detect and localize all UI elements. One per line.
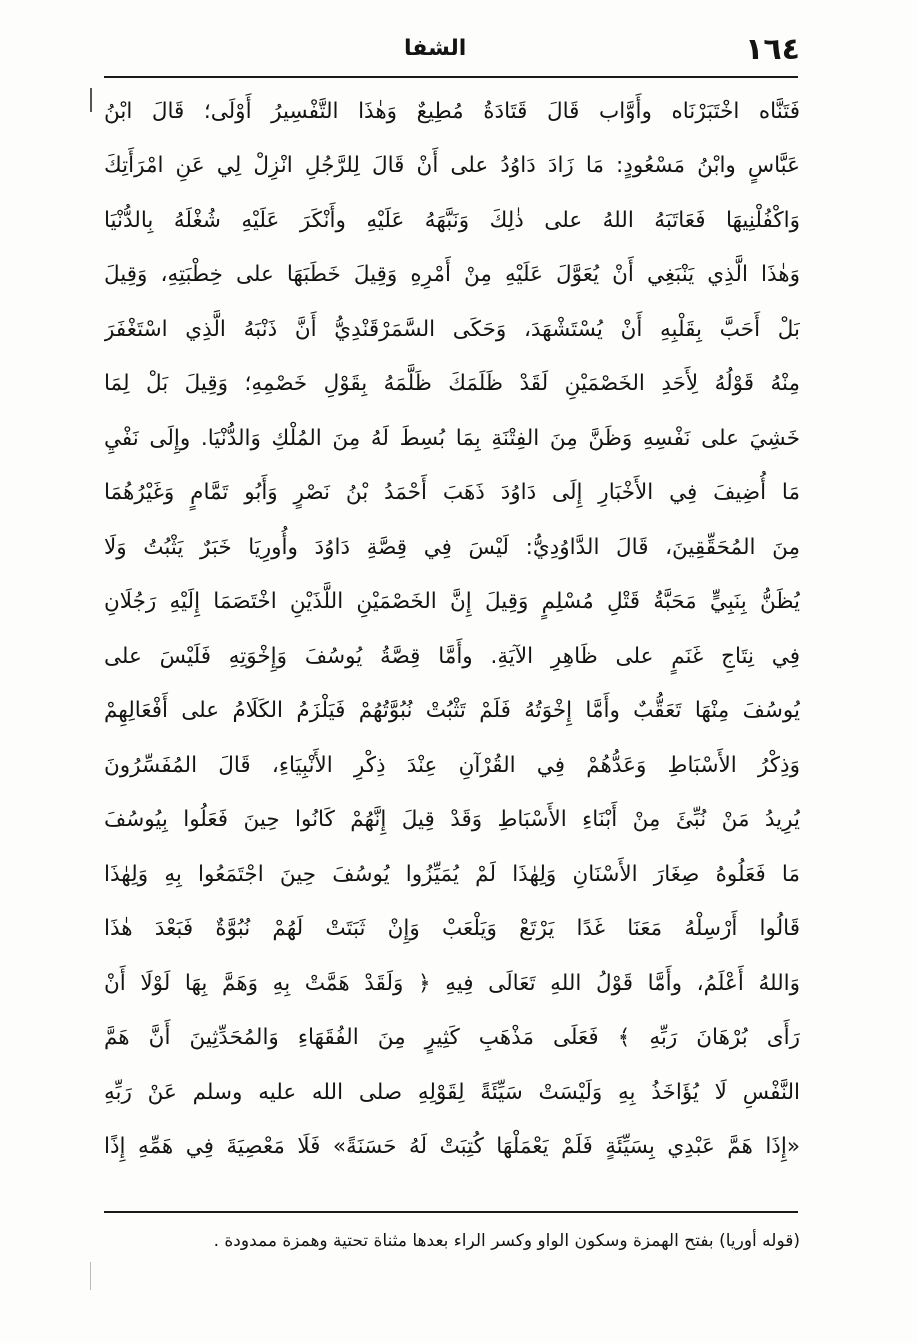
text-line (104, 791, 800, 846)
text-line-content: مَا فَعَلُوهُ صِغَارَ الأَسْنَانِ وَلِهٰذَا لَمْ يُمَيِّزُوا يُوسُفَ حِينَ اجْتَمَعُوا بِهِ وَلِهٰذَا (104, 861, 800, 887)
text-line-content: وَذِكْرُ الأَسْبَاطِ وَعَدُّهُمْ فِي القُرْآنِ عِنْدَ ذِكْرِ الأَنْبِيَاءِ، قَالَ المُفَسِّرُونَ (104, 752, 800, 778)
text-line (104, 82, 800, 137)
text-line-content: رَأَى بُرْهَانَ رَبِّهِ ﴾ فَعَلَى مَذْهَبِ كَثِيرٍ مِنَ الفُقَهَاءِ وَالمُحَدِّثِينَ أَنَّ هَمَّ (104, 1025, 800, 1050)
text-line (104, 300, 800, 355)
text-line-content: مِنْهُ قَوْلُهُ لِأَحَدِ الخَصْمَيْنِ لَقَدْ ظَلَمَكَ ظَلَّمَهُ بِقَوْلِ خَصْمِهِ؛ وَقِيلَ بَلْ لِمَا (104, 371, 800, 396)
text-line-content: النَّفْسِ لَا يُؤَاخَذُ بِهِ وَلَيْسَتْ سَيِّئَةً لِقَوْلِهِ صلى الله عليه وسلم عَنْ رَبِّهِ (104, 1079, 800, 1105)
text-line (104, 627, 800, 682)
text-line (104, 682, 800, 737)
text-line-content: فَتَنَّاه اخْتَبَرْنَاه وأَوَّاب قَالَ قَتَادَةُ مُطِيعٌ وَهٰذَا التَّفْسِيرُ أَوْلَى؛ قَالَ ابْنُ (104, 98, 800, 124)
text-line (104, 137, 800, 192)
text-line (104, 246, 800, 301)
text-line (104, 1118, 800, 1173)
text-line (104, 845, 800, 900)
text-line-content: وَاكْفُلْنِيهَا فَعَاتَبَهُ اللهُ على ذٰلِكَ وَنَبَّهَهُ عَلَيْهِ وأَنْكَرَ عَلَيْهِ شُغْلَهُ بِالدُّنْيَا (104, 207, 800, 233)
text-line-content: وَاللهُ أَعْلَمُ، وأَمَّا قَوْلُ اللهِ تَعَالَى فِيهِ ﴿ وَلَقَدْ هَمَّتْ بِهِ وَهَمَّ بِهَا لَوْلَا أَنْ (104, 970, 800, 996)
text-line (104, 736, 800, 791)
text-line-content: يُرِيدُ مَنْ نُبِّئَ مِنْ أَبْنَاءِ الأَسْبَاطِ وَقَدْ قِيلَ إِنَّهُمْ كَانُوا حِينَ فَعَلُوا بِيُوسُفَ (104, 807, 800, 832)
text-line (104, 900, 800, 955)
page-number: ١٦٤ (745, 32, 800, 67)
text-line-content: يُظَنُّ بِنَبِيٍّ مَحَبَّةُ قَتْلِ مُسْلِمٍ وَقِيلَ إِنَّ الخَصْمَيْنِ اللَّذَيْنِ اخْتَصَمَا إِلَيْهِ رَجُلَانِ (104, 589, 800, 614)
footnote: (قوله أوريا) بفتح الهمزة وسكون الواو وكسر الراء بعدها مثناة تحتية وهمزة ممدودة . (213, 1231, 800, 1251)
text-line (104, 191, 800, 246)
margin-mark (90, 88, 92, 112)
margin-mark (90, 1262, 91, 1290)
body-text (104, 82, 800, 1172)
text-line (104, 518, 800, 573)
text-line-content: مِنَ المُحَقِّقِينَ، قَالَ الدَّاوُدِيُّ: لَيْسَ فِي قِصَّةِ دَاوُدَ وأُورِيَا خَبَرٌ يَثْبُتُ وَلَا (104, 534, 800, 560)
text-line-content: «إِذَا هَمَّ عَبْدِي بِسَيِّئَةٍ فَلَمْ يَعْمَلْهَا كُتِبَتْ لَهُ حَسَنَةً» فَلَا مَعْصِيَةَ فِي هَمِّهِ إِذًا (104, 1134, 800, 1159)
page-header (104, 28, 800, 72)
header-rule (104, 76, 798, 78)
text-line-content: وَهٰذَا الَّذِي يَنْبَغِي أَنْ يُعَوَّلَ عَلَيْهِ مِنْ أَمْرِهِ وَقِيلَ خَطَبَهَا على خِطْبَتِهِ، وَقِيلَ (104, 262, 800, 287)
text-line (104, 464, 800, 519)
text-line-content: عَبَّاسٍ وابْنُ مَسْعُودٍ: مَا زَادَ دَاوُدُ على أَنْ قَالَ لِلرَّجُلِ انْزِلْ لِي عَنِ امْرَأَتِكَ (104, 153, 800, 178)
text-line-content: فِي نِتَاجِ غَنَمٍ على ظَاهِرِ الآيَةِ. وأَمَّا قِصَّةُ يُوسُفَ وَإِخْوَتِهِ فَلَيْسَ على (104, 643, 800, 669)
text-line-content: قَالُوا أَرْسِلْهُ مَعَنَا غَدًا يَرْتَعْ وَيَلْعَبْ وَإِنْ ثَبَتَتْ لَهُمْ نُبُوَّةٌ فَبَعْدَ هٰذَا (104, 916, 800, 941)
text-line (104, 409, 800, 464)
text-line-content: يُوسُفَ مِنْهَا تَعَقُّبٌ وأَمَّا إِخْوَتُهُ فَلَمْ تَثْبُتْ نُبُوَّتُهُمْ فَيَلْزَمُ الكَلَامُ على أَفْعَالِهِمْ (104, 698, 800, 723)
text-line (104, 1063, 800, 1118)
footnote-rule (104, 1211, 798, 1213)
text-line-content: خَشِيَ على نَفْسِهِ وَظَنَّ مِنَ الفِتْنَةِ بِمَا بُسِطَ لَهُ مِنَ المُلْكِ وَالدُّنْيَا. وإِلَى نَفْيِ (104, 425, 800, 451)
text-line (104, 355, 800, 410)
text-line (104, 1009, 800, 1064)
text-line-content: بَلْ أَحَبَّ بِقَلْبِهِ أَنْ يُسْتَشْهَدَ، وَحَكَى السَّمَرْقَنْدِيُّ أَنَّ ذَنْبَهُ الَّذِي اسْتَغْفَرَ (104, 316, 800, 342)
text-line (104, 573, 800, 628)
running-title: الشفا (404, 36, 467, 61)
text-line (104, 954, 800, 1009)
text-line-content: مَا أُضِيفَ فِي الأَخْبَارِ إِلَى دَاوُدَ ذَهَبَ أَحْمَدُ بْنُ نَصْرٍ وَأَبُو تَمَّامٍ وَغَيْرُهُمَا (104, 480, 800, 505)
